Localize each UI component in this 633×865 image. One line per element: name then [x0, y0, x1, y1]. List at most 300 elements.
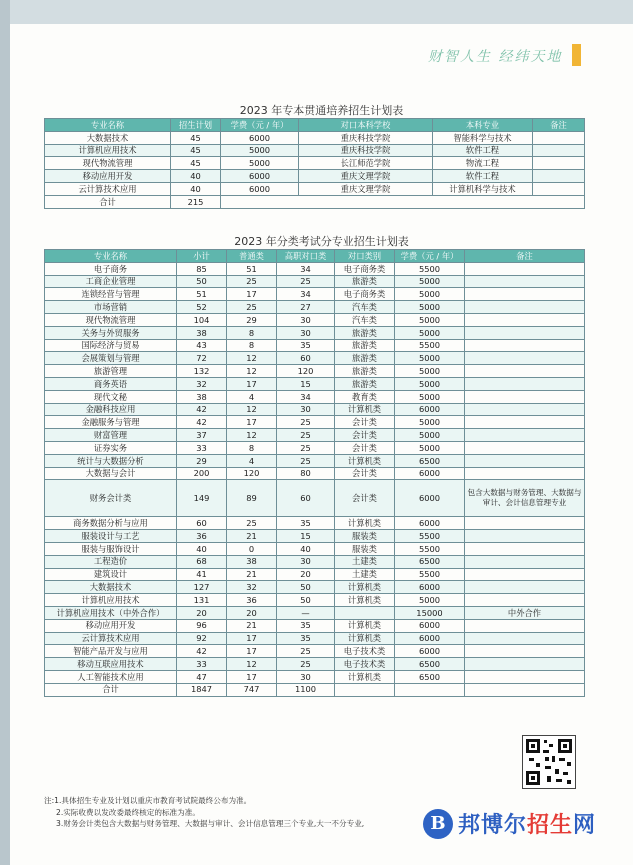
table-cell: 6500	[395, 454, 465, 467]
watermark-text-3: 网	[573, 813, 597, 838]
table-cell: 5000	[395, 594, 465, 607]
table-cell: 0	[227, 542, 277, 555]
table-cell: 财务会计类	[45, 480, 177, 517]
watermark-text-2: 招生	[527, 813, 574, 838]
table-cell: 旅游类	[335, 275, 395, 288]
table-cell: 计算机类	[335, 517, 395, 530]
table2-header-0: 专业名称	[45, 250, 177, 263]
table-cell: 25	[277, 416, 335, 429]
table-cell: 68	[177, 555, 227, 568]
table-cell: 6000	[395, 632, 465, 645]
table-cell	[465, 429, 585, 442]
table-cell: 20	[227, 606, 277, 619]
table-cell: 计算机类	[335, 454, 395, 467]
watermark	[423, 808, 596, 839]
table-cell: 38	[177, 326, 227, 339]
table-cell: 47	[177, 670, 227, 683]
table-cell: 20	[177, 606, 227, 619]
table-cell: 15000	[395, 606, 465, 619]
table-cell: 统计与大数据分析	[45, 454, 177, 467]
table-cell: 连锁经营与管理	[45, 288, 177, 301]
table-cell: 智能科学与技术	[433, 131, 533, 144]
table-cell	[465, 517, 585, 530]
table-cell: 15	[277, 530, 335, 543]
table-cell: 25	[277, 658, 335, 671]
table-cell: 旅游类	[335, 339, 395, 352]
table1-total-row	[45, 195, 585, 208]
table-cell: 29	[177, 454, 227, 467]
watermark-logo-icon: B	[423, 809, 453, 839]
table-row	[45, 275, 585, 288]
table-cell: 电子技术类	[335, 645, 395, 658]
table-cell	[465, 339, 585, 352]
table-cell: 教育类	[335, 390, 395, 403]
table-cell	[465, 467, 585, 480]
table-row	[45, 594, 585, 607]
table-cell: 4	[227, 454, 277, 467]
table-row	[45, 182, 585, 195]
table-cell	[465, 441, 585, 454]
table-cell: 5500	[395, 262, 465, 275]
table2-header-row	[45, 250, 585, 263]
table-row	[45, 262, 585, 275]
table-cell: 38	[177, 390, 227, 403]
table-cell: 6500	[395, 670, 465, 683]
table-cell: 131	[177, 594, 227, 607]
table-row	[45, 542, 585, 555]
table-cell: 52	[177, 301, 227, 314]
table-cell: 104	[177, 313, 227, 326]
table-cell: 云计算技术应用	[45, 182, 171, 195]
table-cell	[465, 403, 585, 416]
note-1: 注:1.具体招生专业及计划以重庆市教育考试院最终公布为准。	[44, 796, 252, 805]
table-row	[45, 517, 585, 530]
table-cell	[465, 530, 585, 543]
table-cell	[465, 365, 585, 378]
table-cell: 80	[277, 467, 335, 480]
table-cell: 6000	[395, 517, 465, 530]
table-cell: 工商企业管理	[45, 275, 177, 288]
table-cell: 5000	[395, 275, 465, 288]
table-cell: 人工智能技术应用	[45, 670, 177, 683]
table-cell: 汽车类	[335, 301, 395, 314]
table-cell: 35	[277, 339, 335, 352]
table2-header-4: 对口类别	[335, 250, 395, 263]
table-row	[45, 670, 585, 683]
table-cell: 12	[227, 365, 277, 378]
table-cell: 移动互联应用技术	[45, 658, 177, 671]
table-row	[45, 658, 585, 671]
table-row	[45, 144, 585, 157]
table-cell: 4	[227, 390, 277, 403]
table-cell	[465, 632, 585, 645]
table1-title: 2023 年专本贯通培养招生计划表	[239, 104, 404, 117]
table1-header-2: 学费（元 / 年）	[221, 119, 299, 132]
table-cell: 34	[277, 262, 335, 275]
table-row	[45, 530, 585, 543]
footnotes	[44, 795, 364, 830]
table-cell	[465, 390, 585, 403]
table-cell: 20	[277, 568, 335, 581]
table1-header-4: 本科专业	[433, 119, 533, 132]
table-cell	[465, 555, 585, 568]
table-cell: 财富管理	[45, 429, 177, 442]
table-cell: 40	[277, 542, 335, 555]
table-row	[45, 467, 585, 480]
table-cell: 40	[171, 170, 221, 183]
table-cell: 25	[277, 454, 335, 467]
table1-header-1: 招生计划	[171, 119, 221, 132]
table-cell	[533, 157, 585, 170]
table-cell: 计算机类	[335, 581, 395, 594]
table-cell: 40	[177, 542, 227, 555]
table-cell: 89	[227, 480, 277, 517]
table-cell: 服装设计与工艺	[45, 530, 177, 543]
table-cell: 12	[227, 658, 277, 671]
table-cell	[465, 301, 585, 314]
table-cell: 电子商务类	[335, 262, 395, 275]
total-cell: 1100	[277, 683, 335, 696]
table-cell: 12	[227, 403, 277, 416]
table-cell: 5000	[395, 416, 465, 429]
table-cell	[465, 416, 585, 429]
table-cell: 包含大数据与财务管理、大数据与审计、会计信息管理专业	[465, 480, 585, 517]
table-cell: 5500	[395, 542, 465, 555]
table-cell: 汽车类	[335, 313, 395, 326]
table-cell: 5000	[395, 365, 465, 378]
table-cell: 现代物流管理	[45, 313, 177, 326]
table-cell: 120	[277, 365, 335, 378]
table-cell	[465, 658, 585, 671]
table-cell: 5000	[395, 352, 465, 365]
table-cell: 72	[177, 352, 227, 365]
table-cell: 大数据与会计	[45, 467, 177, 480]
table-cell: 51	[177, 288, 227, 301]
table-cell: 软件工程	[433, 170, 533, 183]
table-cell: 132	[177, 365, 227, 378]
table-cell: 5000	[395, 441, 465, 454]
table-cell: 5000	[395, 301, 465, 314]
table-cell: 35	[277, 619, 335, 632]
table-row	[45, 288, 585, 301]
table2-header-2: 普通类	[227, 250, 277, 263]
table-row	[45, 645, 585, 658]
table-cell	[465, 262, 585, 275]
total-cell: 1847	[177, 683, 227, 696]
table-cell: 5000	[395, 377, 465, 390]
table-cell: 计算机类	[335, 594, 395, 607]
table-row	[45, 170, 585, 183]
table-cell: 商务英语	[45, 377, 177, 390]
table-cell	[465, 542, 585, 555]
table1-header-5: 备注	[533, 119, 585, 132]
table-cell: 33	[177, 658, 227, 671]
table-row	[45, 403, 585, 416]
table-cell: 40	[171, 182, 221, 195]
table-row	[45, 390, 585, 403]
table-cell: 金融服务与管理	[45, 416, 177, 429]
total-empty	[221, 195, 585, 208]
table-cell: 21	[227, 568, 277, 581]
table-row	[45, 326, 585, 339]
table-cell: 17	[227, 377, 277, 390]
table-cell: 土建类	[335, 568, 395, 581]
table-cell	[533, 131, 585, 144]
table-cell: 5500	[395, 339, 465, 352]
table-cell: 25	[277, 429, 335, 442]
table-cell: 关务与外贸服务	[45, 326, 177, 339]
table-row	[45, 480, 585, 517]
table-cell: 12	[227, 429, 277, 442]
table-cell: 5000	[395, 313, 465, 326]
table-cell	[465, 326, 585, 339]
table-cell: 17	[227, 416, 277, 429]
table-cell: 45	[171, 144, 221, 157]
table-cell: 30	[277, 555, 335, 568]
table-cell: 17	[227, 670, 277, 683]
table-cell: 149	[177, 480, 227, 517]
table-cell: 6000	[221, 131, 299, 144]
table-cell: 17	[227, 632, 277, 645]
table-cell: 30	[277, 326, 335, 339]
table-cell: 电子技术类	[335, 658, 395, 671]
table-cell: 51	[227, 262, 277, 275]
table-cell: 会计类	[335, 416, 395, 429]
table-cell: 96	[177, 619, 227, 632]
table-cell: 32	[227, 581, 277, 594]
table-cell: 92	[177, 632, 227, 645]
table-cell: 证券实务	[45, 441, 177, 454]
table-row	[45, 619, 585, 632]
table1-header-0: 专业名称	[45, 119, 171, 132]
table-cell: 60	[277, 480, 335, 517]
table-cell: 34	[277, 390, 335, 403]
table-cell: 大数据技术	[45, 131, 171, 144]
table-cell	[533, 182, 585, 195]
table-cell: 现代文秘	[45, 390, 177, 403]
total-value: 215	[171, 195, 221, 208]
table-row	[45, 301, 585, 314]
table-cell: 5000	[395, 288, 465, 301]
table-cell: 15	[277, 377, 335, 390]
table-cell: 移动应用开发	[45, 170, 171, 183]
table-cell: 5000	[395, 429, 465, 442]
table-cell	[465, 377, 585, 390]
table-cell: 30	[277, 403, 335, 416]
table-cell: 中外合作	[465, 606, 585, 619]
table-cell: 25	[277, 645, 335, 658]
table2	[44, 249, 585, 697]
top-band	[10, 0, 633, 24]
table-cell: 43	[177, 339, 227, 352]
table-cell: 60	[277, 352, 335, 365]
table-cell: 重庆文理学院	[299, 182, 433, 195]
table-cell: 长江师范学院	[299, 157, 433, 170]
table-cell: 5000	[395, 326, 465, 339]
table-cell	[335, 606, 395, 619]
table-cell: 25	[227, 517, 277, 530]
table-cell	[465, 568, 585, 581]
watermark-text-1: 邦博尔	[458, 813, 528, 838]
table-cell	[533, 144, 585, 157]
table-cell: 会计类	[335, 441, 395, 454]
table-cell: 45	[171, 131, 221, 144]
table-cell: 6000	[395, 581, 465, 594]
table-cell: 旅游类	[335, 365, 395, 378]
total-cell	[395, 683, 465, 696]
table-cell: 计算机应用技术	[45, 594, 177, 607]
table2-header-6: 备注	[465, 250, 585, 263]
note-2: 2.实际收费以发改委最终核定的标准为准。	[56, 807, 200, 817]
table-cell: 5000	[221, 157, 299, 170]
table-cell	[465, 352, 585, 365]
table-row	[45, 313, 585, 326]
table-row	[45, 352, 585, 365]
table-cell: 6500	[395, 555, 465, 568]
table-cell: 6000	[221, 170, 299, 183]
table-cell	[465, 454, 585, 467]
table-cell: 50	[277, 594, 335, 607]
table-cell: 电子商务类	[335, 288, 395, 301]
table-cell: 32	[177, 377, 227, 390]
table-cell: 25	[277, 275, 335, 288]
table-cell: —	[277, 606, 335, 619]
table-cell: 5500	[395, 530, 465, 543]
table-row	[45, 365, 585, 378]
table-cell	[465, 288, 585, 301]
accent-bar	[572, 44, 581, 66]
table-cell	[465, 275, 585, 288]
table-cell: 会展策划与管理	[45, 352, 177, 365]
table-cell: 软件工程	[433, 144, 533, 157]
table-cell: 42	[177, 403, 227, 416]
table-cell: 计算机类	[335, 403, 395, 416]
table-cell: 17	[227, 645, 277, 658]
table-cell: 现代物流管理	[45, 157, 171, 170]
table2-header-5: 学费（元 / 年）	[395, 250, 465, 263]
total-cell: 747	[227, 683, 277, 696]
table-cell: 6000	[221, 182, 299, 195]
table-cell: 商务数据分析与应用	[45, 517, 177, 530]
total-cell	[465, 683, 585, 696]
table2-header-3: 高职对口类	[277, 250, 335, 263]
table-row	[45, 441, 585, 454]
table-cell: 旅游类	[335, 352, 395, 365]
table-cell: 6500	[395, 658, 465, 671]
table-cell: 8	[227, 339, 277, 352]
table-cell: 29	[227, 313, 277, 326]
table-cell: 计算机应用技术（中外合作）	[45, 606, 177, 619]
table-cell: 智能产品开发与应用	[45, 645, 177, 658]
table-row	[45, 131, 585, 144]
table-cell: 6000	[395, 403, 465, 416]
table-cell: 6000	[395, 480, 465, 517]
table-cell: 服装与服饰设计	[45, 542, 177, 555]
table-cell: 服装类	[335, 530, 395, 543]
table-cell: 50	[177, 275, 227, 288]
table-cell: 12	[227, 352, 277, 365]
table-cell: 27	[277, 301, 335, 314]
table-cell: 工程造价	[45, 555, 177, 568]
table-row	[45, 555, 585, 568]
total-cell	[335, 683, 395, 696]
table-row	[45, 632, 585, 645]
table1-header-row	[45, 119, 585, 132]
table-cell: 旅游类	[335, 326, 395, 339]
table-cell: 会计类	[335, 467, 395, 480]
total-label: 合计	[45, 195, 171, 208]
table-cell: 34	[277, 288, 335, 301]
table-cell	[465, 581, 585, 594]
table-cell: 127	[177, 581, 227, 594]
table-cell: 42	[177, 645, 227, 658]
table1	[44, 118, 585, 209]
watermark-text	[458, 808, 596, 839]
table-cell: 35	[277, 517, 335, 530]
slogan: 财智人生 经纬天地	[428, 49, 563, 65]
total-cell: 合计	[45, 683, 177, 696]
table-cell: 50	[277, 581, 335, 594]
table-row	[45, 429, 585, 442]
table-row	[45, 454, 585, 467]
table-row	[45, 377, 585, 390]
note-3: 3.财务会计类包含大数据与财务管理、大数据与审计、会计信息管理三个专业,大一不分专业,	[56, 819, 365, 828]
table-cell: 重庆科技学院	[299, 144, 433, 157]
table-cell: 市场营销	[45, 301, 177, 314]
table-cell	[465, 313, 585, 326]
table-row	[45, 157, 585, 170]
table-cell: 17	[227, 288, 277, 301]
document-page	[10, 0, 633, 865]
table-cell: 25	[277, 441, 335, 454]
table-cell: 旅游类	[335, 377, 395, 390]
table-row	[45, 581, 585, 594]
table-cell: 8	[227, 441, 277, 454]
table-row	[45, 416, 585, 429]
table-cell: 35	[277, 632, 335, 645]
table-cell: 6000	[395, 619, 465, 632]
table-cell	[465, 594, 585, 607]
table2-title: 2023 年分类考试分专业招生计划表	[234, 235, 409, 248]
table-cell: 6000	[395, 645, 465, 658]
table-cell: 建筑设计	[45, 568, 177, 581]
table-cell: 物流工程	[433, 157, 533, 170]
table-cell: 30	[277, 313, 335, 326]
table-cell: 33	[177, 441, 227, 454]
table-cell: 42	[177, 416, 227, 429]
table-cell: 21	[227, 530, 277, 543]
table-cell: 45	[171, 157, 221, 170]
table-cell: 服装类	[335, 542, 395, 555]
table-cell: 30	[277, 670, 335, 683]
table-cell: 计算机类	[335, 619, 395, 632]
table1-header-3: 对口本科学校	[299, 119, 433, 132]
table-cell: 土建类	[335, 555, 395, 568]
table-cell: 云计算技术应用	[45, 632, 177, 645]
table-cell: 移动应用开发	[45, 619, 177, 632]
table-cell: 25	[227, 275, 277, 288]
table-cell: 会计类	[335, 429, 395, 442]
table-cell: 计算机类	[335, 670, 395, 683]
table-row	[45, 606, 585, 619]
table-cell: 120	[227, 467, 277, 480]
table-cell: 21	[227, 619, 277, 632]
table-cell	[465, 645, 585, 658]
table-cell	[533, 170, 585, 183]
table-cell: 5000	[221, 144, 299, 157]
table-cell: 36	[227, 594, 277, 607]
table-cell: 重庆科技学院	[299, 131, 433, 144]
